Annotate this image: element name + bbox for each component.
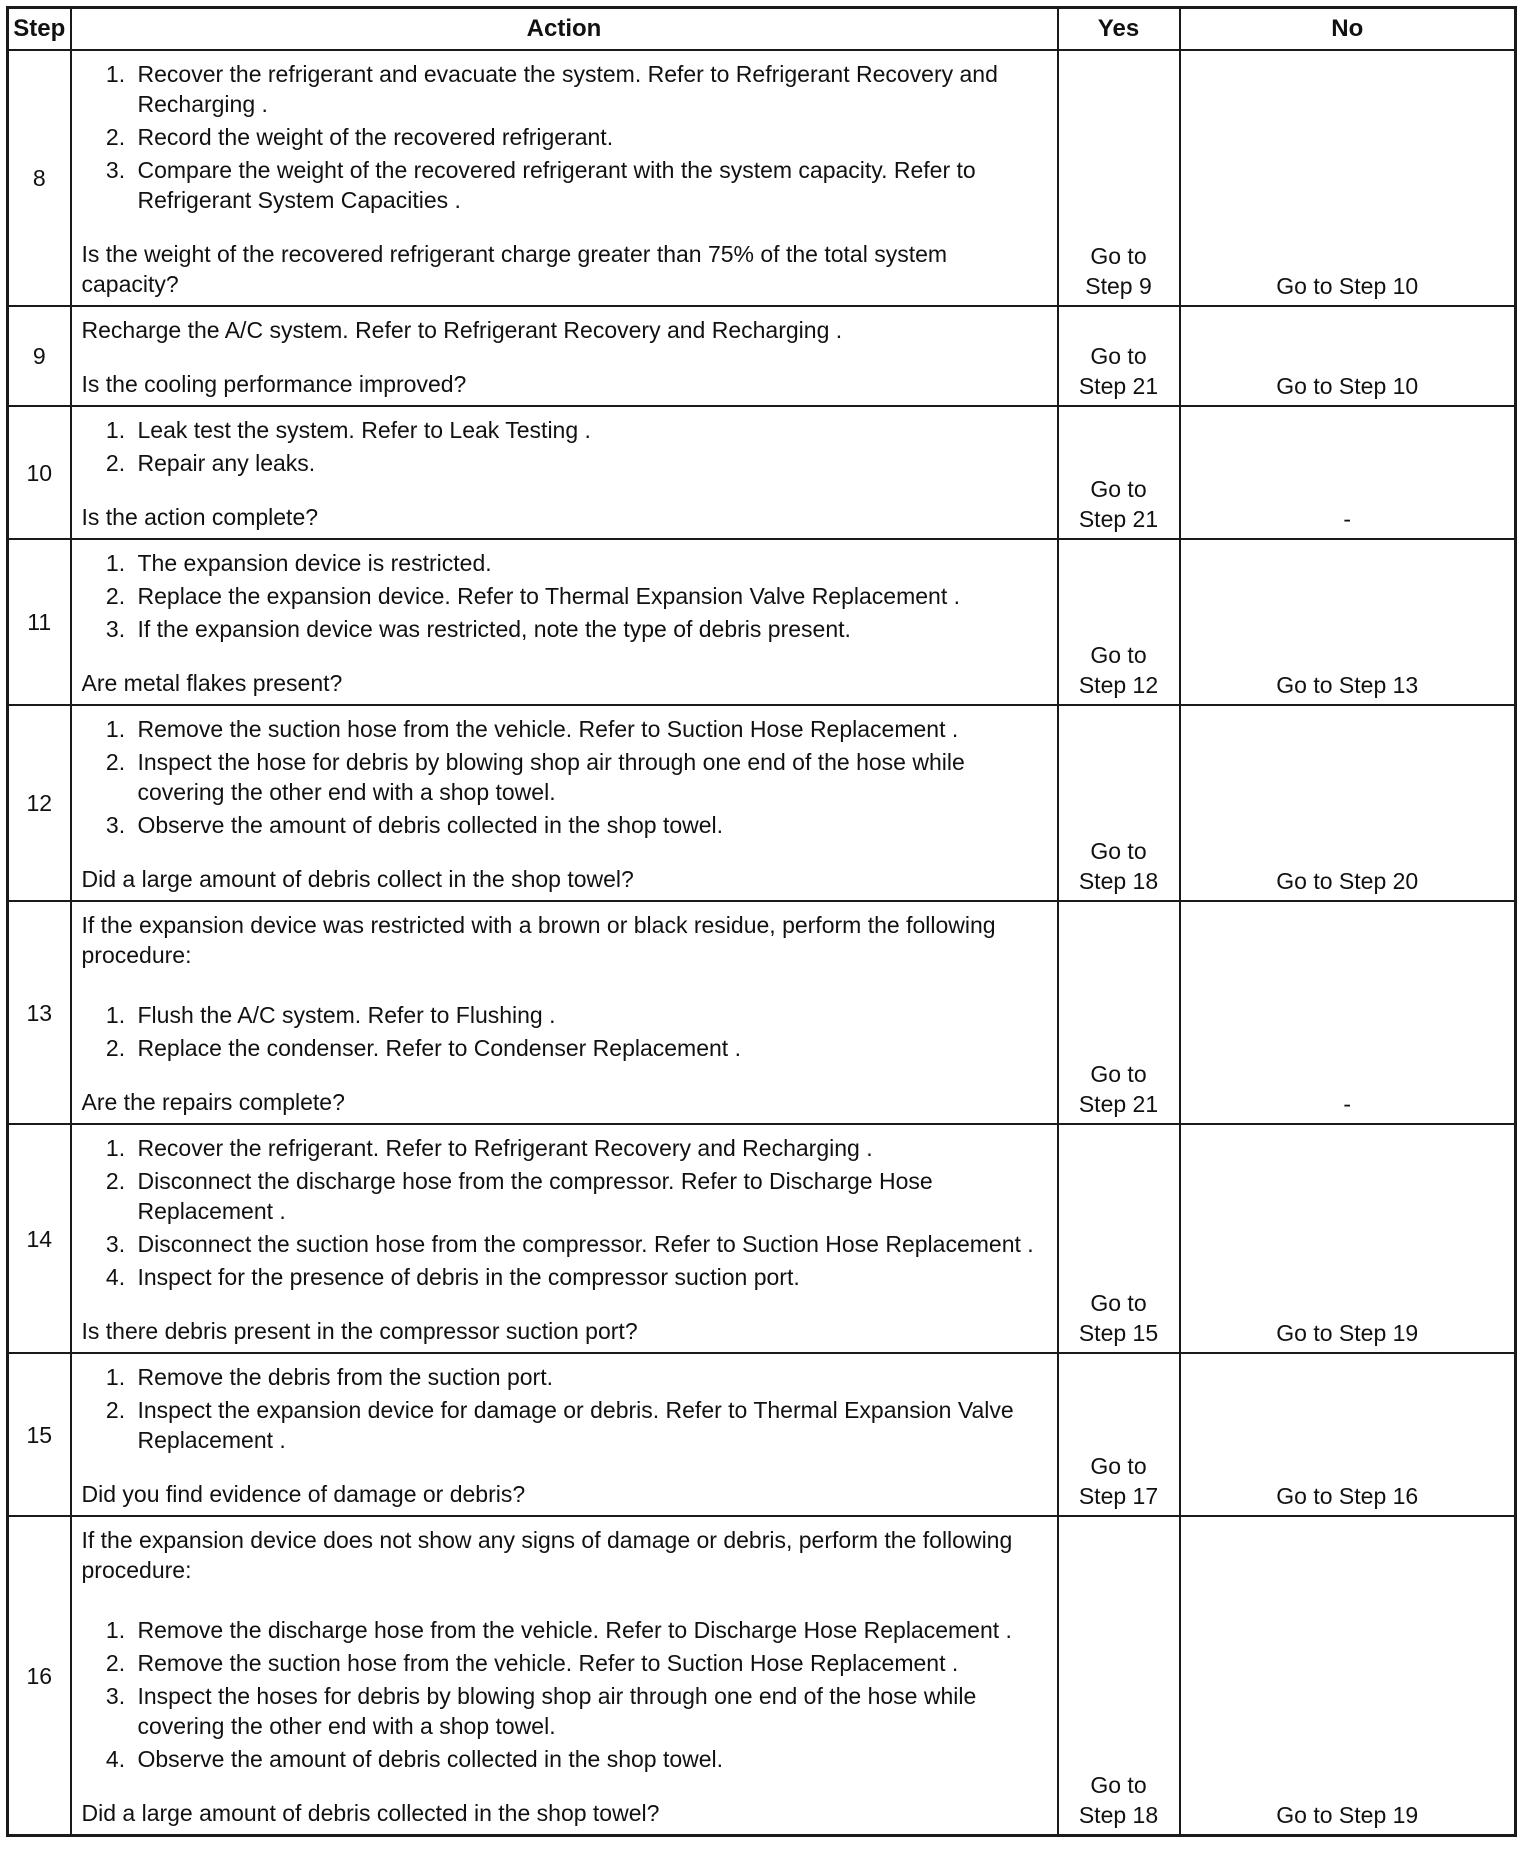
action-intro: Recharge the A/C system. Refer to Refrigerant Recovery and Recharging .: [81, 317, 843, 343]
table-body: [8, 50, 1516, 1836]
step-number: 12: [8, 705, 71, 901]
action-steps-list: [82, 1362, 1047, 1455]
yes-result: [1058, 406, 1180, 539]
action-step-item: 1. Flush the A/C system. Refer to Flushing .: [132, 1000, 1047, 1030]
header-row: [8, 8, 1516, 51]
no-result: -: [1180, 406, 1516, 539]
step-number: 16: [8, 1516, 71, 1836]
action-cell: [71, 901, 1058, 1124]
no-result: Go to Step 10: [1180, 50, 1516, 306]
table-row: [8, 705, 1516, 901]
step-number: 11: [8, 539, 71, 705]
action-cell: [71, 50, 1058, 306]
step-number: 10: [8, 406, 71, 539]
yes-result-text: Go to Step 17: [1078, 1453, 1159, 1509]
action-step-item: 1. Remove the discharge hose from the vehicle. Refer to Discharge Hose Replacement .: [132, 1615, 1047, 1645]
action-step-item: 2. Record the weight of the recovered refrigerant.: [132, 122, 1047, 152]
header-step: Step: [8, 8, 71, 51]
action-question: Is there debris present in the compressor suction port?: [81, 1318, 638, 1344]
yes-result: [1058, 1516, 1180, 1836]
step-number: 14: [8, 1124, 71, 1353]
yes-result-text: Go to Step 21: [1078, 343, 1159, 399]
action-intro: If the expansion device does not show any signs of damage or debris, perform the following procedure:: [81, 1527, 1013, 1583]
action-question: Is the weight of the recovered refrigerant charge greater than 75% of the total system capacity?: [81, 241, 948, 297]
yes-result-text: Go to Step 21: [1078, 1061, 1159, 1117]
yes-result: [1058, 1124, 1180, 1353]
table-row: [8, 901, 1516, 1124]
no-result: Go to Step 13: [1180, 539, 1516, 705]
yes-result: [1058, 1353, 1180, 1516]
table-row: [8, 1516, 1516, 1836]
action-steps-list: [82, 714, 1047, 840]
yes-result-text: Go to Step 15: [1078, 1290, 1159, 1346]
step-number: 8: [8, 50, 71, 306]
no-result: Go to Step 20: [1180, 705, 1516, 901]
no-result: Go to Step 19: [1180, 1516, 1516, 1836]
action-question: Is the cooling performance improved?: [81, 371, 467, 397]
table-row: [8, 406, 1516, 539]
step-number: 9: [8, 306, 71, 406]
table-row: [8, 1124, 1516, 1353]
action-question: Are the repairs complete?: [81, 1089, 345, 1115]
action-question: Are metal flakes present?: [81, 670, 343, 696]
yes-result-text: Go to Step 12: [1078, 642, 1159, 698]
action-step-item: 2. Inspect the hose for debris by blowing shop air through one end of the hose while covering the other end with a shop towel.: [132, 747, 1047, 807]
yes-result: [1058, 901, 1180, 1124]
action-step-item: 3. Observe the amount of debris collected in the shop towel.: [132, 810, 1047, 840]
action-step-item: 3. Inspect the hoses for debris by blowing shop air through one end of the hose while covering the other end with a shop towel.: [132, 1681, 1047, 1741]
action-intro: If the expansion device was restricted with a brown or black residue, perform the following procedure:: [81, 912, 996, 968]
action-step-item: 3. Compare the weight of the recovered refrigerant with the system capacity. Refer to Refrigerant System Capacities .: [132, 155, 1047, 215]
action-step-item: 1. Remove the debris from the suction port.: [132, 1362, 1047, 1392]
header-action: Action: [71, 8, 1058, 51]
table-row: [8, 539, 1516, 705]
header-no: No: [1180, 8, 1516, 51]
action-question: Did a large amount of debris collect in the shop towel?: [81, 866, 634, 892]
no-result: -: [1180, 901, 1516, 1124]
action-steps-list: [82, 548, 1047, 644]
header-yes: Yes: [1058, 8, 1180, 51]
action-step-item: 2. Replace the condenser. Refer to Condenser Replacement .: [132, 1033, 1047, 1063]
action-cell: [71, 539, 1058, 705]
yes-result-text: Go to Step 21: [1078, 476, 1159, 532]
action-question: Did you find evidence of damage or debris?: [81, 1481, 526, 1507]
action-step-item: 4. Observe the amount of debris collected in the shop towel.: [132, 1744, 1047, 1774]
action-step-item: 1. Recover the refrigerant and evacuate the system. Refer to Refrigerant Recovery and Recharging .: [132, 59, 1047, 119]
yes-result: [1058, 50, 1180, 306]
action-question: Is the action complete?: [81, 504, 319, 530]
diagnostic-table-sheet: [6, 6, 1514, 1837]
action-question: Did a large amount of debris collected in the shop towel?: [81, 1800, 660, 1826]
action-cell: [71, 1353, 1058, 1516]
action-cell: [71, 705, 1058, 901]
table-row: [8, 50, 1516, 306]
action-step-item: 1. Recover the refrigerant. Refer to Refrigerant Recovery and Recharging .: [132, 1133, 1047, 1163]
yes-result-text: Go to Step 18: [1078, 838, 1159, 894]
table-row: [8, 306, 1516, 406]
action-step-item: 3. If the expansion device was restricted, note the type of debris present.: [132, 614, 1047, 644]
action-step-item: 2. Replace the expansion device. Refer to Thermal Expansion Valve Replacement .: [132, 581, 1047, 611]
action-step-item: 2. Repair any leaks.: [132, 448, 1047, 478]
action-steps-list: [82, 1133, 1047, 1292]
yes-result: [1058, 539, 1180, 705]
action-step-item: 2. Disconnect the discharge hose from the compressor. Refer to Discharge Hose Replacement .: [132, 1166, 1047, 1226]
action-step-item: 1. Remove the suction hose from the vehicle. Refer to Suction Hose Replacement .: [132, 714, 1047, 744]
action-cell: [71, 406, 1058, 539]
action-step-item: 1. Leak test the system. Refer to Leak Testing .: [132, 415, 1047, 445]
yes-result: [1058, 705, 1180, 901]
action-cell: [71, 1124, 1058, 1353]
action-step-item: 3. Disconnect the suction hose from the compressor. Refer to Suction Hose Replacement .: [132, 1229, 1047, 1259]
no-result: Go to Step 16: [1180, 1353, 1516, 1516]
action-step-item: 2. Inspect the expansion device for damage or debris. Refer to Thermal Expansion Valve Replacement .: [132, 1395, 1047, 1455]
action-steps-list: [82, 1000, 1047, 1063]
action-step-item: 1. The expansion device is restricted.: [132, 548, 1047, 578]
yes-result-text: Go to Step 18: [1078, 1772, 1159, 1828]
action-steps-list: [82, 1615, 1047, 1774]
step-number: 15: [8, 1353, 71, 1516]
action-steps-list: [82, 59, 1047, 215]
no-result: Go to Step 10: [1180, 306, 1516, 406]
action-cell: [71, 1516, 1058, 1836]
action-cell: [71, 306, 1058, 406]
action-step-item: 2. Remove the suction hose from the vehicle. Refer to Suction Hose Replacement .: [132, 1648, 1047, 1678]
yes-result-text: Go to Step 9: [1085, 243, 1152, 299]
no-result: Go to Step 19: [1180, 1124, 1516, 1353]
action-step-item: 4. Inspect for the presence of debris in the compressor suction port.: [132, 1262, 1047, 1292]
diagnostic-steps-table: [6, 6, 1517, 1837]
step-number: 13: [8, 901, 71, 1124]
table-row: [8, 1353, 1516, 1516]
yes-result: [1058, 306, 1180, 406]
action-steps-list: [82, 415, 1047, 478]
